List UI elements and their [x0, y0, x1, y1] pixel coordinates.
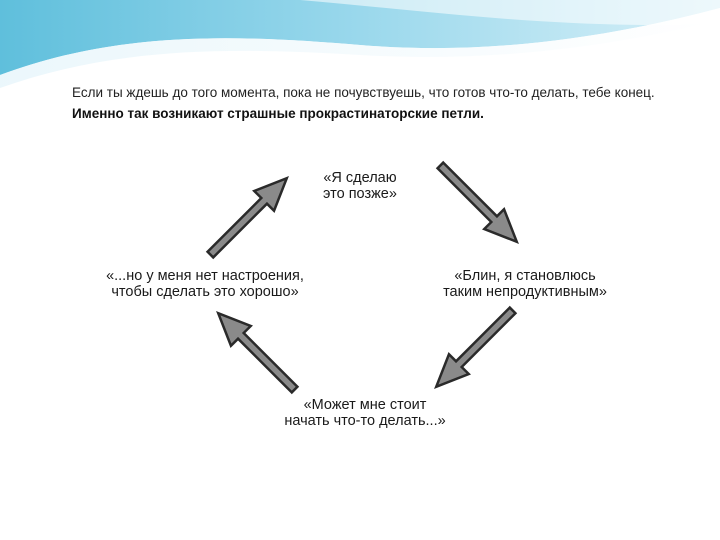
intro-paragraph — [72, 82, 672, 124]
cycle-right-line2: таким непродуктивным» — [443, 284, 607, 300]
cycle-top-line2: это позже» — [323, 186, 397, 202]
intro-text: Если ты ждешь до того момента, пока не почувствуешь, что готов что-то делать, тебе конец. — [72, 85, 655, 100]
arrow-bottom-left-icon — [198, 293, 311, 406]
arrow-top-left-icon — [193, 158, 306, 271]
cycle-bottom-line1: «Может мне стоит — [303, 397, 427, 413]
cycle-label-bottom — [265, 397, 465, 429]
arrow-bottom-right-icon — [416, 293, 529, 406]
decorative-wave-header — [0, 0, 720, 90]
cycle-top-line1: «Я сделаю — [323, 170, 397, 186]
cycle-left-line1: «...но у меня нет настроения, — [106, 268, 304, 284]
cycle-left-line2: чтобы сделать это хорошо» — [111, 284, 299, 300]
cycle-bottom-line2: начать что-то делать...» — [284, 413, 446, 429]
cycle-label-left — [80, 268, 330, 300]
arrow-top-right-icon — [423, 148, 536, 261]
cycle-right-line1: «Блин, я становлюсь — [454, 268, 596, 284]
cycle-label-right — [415, 268, 635, 300]
intro-bold-text: Именно так возникают страшные прокрастинаторские петли. — [72, 106, 484, 121]
